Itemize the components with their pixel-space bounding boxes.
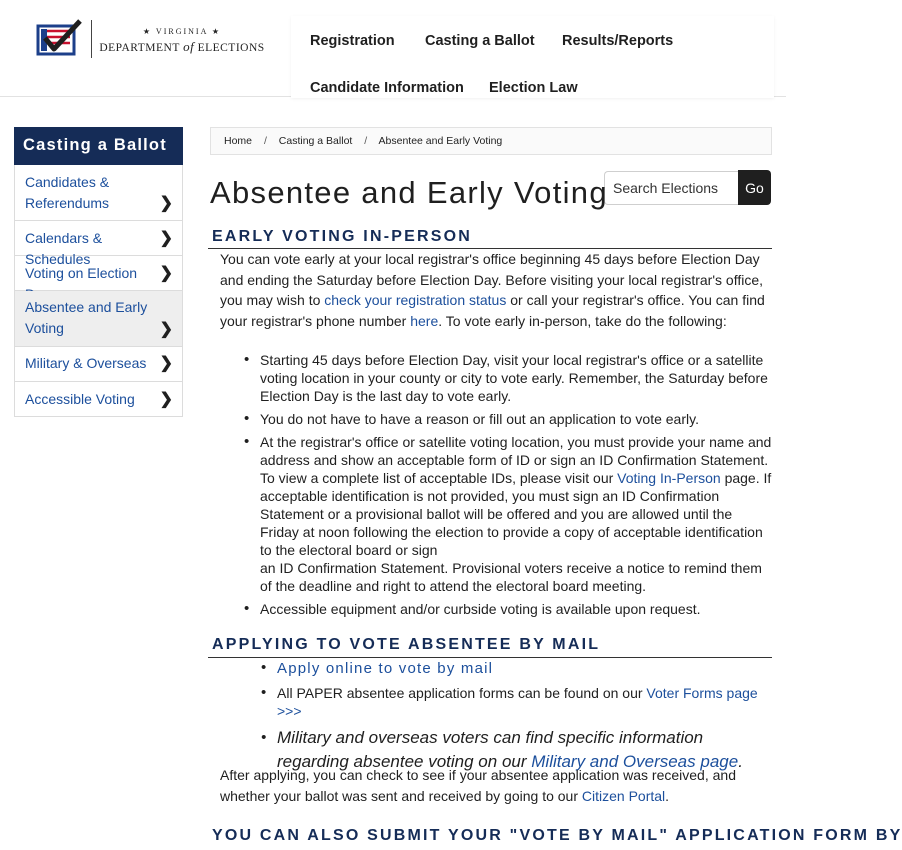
sidebar-item-label: Absentee and Early Voting [25, 299, 148, 336]
chevron-right-icon: ❯ [159, 321, 173, 338]
list-item: • Starting 45 days before Election Day, visit your local registrar's office or a satellite voting location in your county or city to vote early. Remember, the Saturday before Election Day is the last day to vote early. [260, 351, 772, 405]
nav-registration[interactable]: Registration [310, 33, 395, 49]
sidebar-item-voting-on-election-day[interactable] [14, 256, 183, 291]
after-applying-text: After applying, you can check to see if your absentee application was received, and whether your ballot was sent and received by going to our Citizen Portal. [220, 767, 736, 804]
list-item: • All PAPER absentee application forms can be found on our Voter Forms page >>> [277, 684, 767, 720]
nav-casting-a-ballot[interactable]: Casting a Ballot [425, 33, 535, 49]
sidebar-item-label: Military & Overseas [25, 355, 147, 371]
site-header [0, 0, 786, 97]
breadcrumb-separator: / [263, 135, 267, 147]
citizen-portal-link[interactable]: Citizen Portal [581, 787, 666, 804]
list-item: • You do not have to have a reason or fill out an application to vote early. [260, 410, 772, 428]
breadcrumb [210, 127, 772, 155]
sidebar-item-label: Candidates & Referendums [25, 174, 110, 211]
voter-forms-link[interactable]: Voter Forms page >>> [277, 685, 758, 719]
logo-department-name: DEPARTMENT of ELECTIONS [99, 39, 265, 54]
chevron-right-icon: ❯ [159, 230, 173, 247]
section-heading-early-voting: EARLY VOTING IN-PERSON [212, 228, 472, 245]
breadcrumb-casting-a-ballot[interactable]: Casting a Ballot [278, 135, 353, 147]
sidebar-item-label: Accessible Voting [25, 391, 135, 407]
voting-in-person-link[interactable]: Voting In-Person [617, 470, 721, 486]
site-logo[interactable] [36, 18, 266, 60]
chevron-right-icon: ❯ [159, 265, 173, 282]
military-overseas-link[interactable]: Military and Overseas page [531, 752, 739, 771]
sidebar-title: Casting a Ballot [14, 127, 183, 165]
list-item [277, 659, 767, 678]
registrar-phone-link[interactable]: here [410, 312, 439, 329]
nav-results-reports[interactable]: Results/Reports [562, 33, 674, 49]
list-item: • Accessible equipment and/or curbside voting is available upon request. [260, 600, 772, 618]
ballot-check-flag-icon [36, 18, 86, 58]
section-heading-also-submit: YOU CAN ALSO SUBMIT YOUR "VOTE BY MAIL" APPLICATION FORM BY [212, 827, 902, 844]
breadcrumb-home[interactable]: Home [224, 135, 253, 147]
main-nav [291, 16, 774, 98]
apply-online-link[interactable]: Apply online to vote by mail [277, 660, 494, 677]
nav-election-law[interactable]: Election Law [489, 80, 578, 96]
sidebar-item-accessible-voting[interactable] [14, 382, 183, 417]
early-voting-intro: You can vote early at your local registrar's office beginning 45 days before Election Day and ending the Saturday before Election Day. Before visiting your local registrar's office, you may wish to check your registration status or call your registrar's office. You can find your registrar's phone number here. To vote early in-person, take do the following: [220, 251, 765, 329]
breadcrumb-separator: / [364, 135, 368, 147]
list-item: • Military and overseas voters can find specific information regarding absentee voting on our Military and Overseas page. [277, 726, 767, 774]
chevron-right-icon: ❯ [159, 355, 173, 372]
sidebar-item-label: Voting on Election [25, 265, 138, 281]
sidebar-item-label: Calendars & Schedules [25, 230, 103, 267]
check-registration-link[interactable]: check your registration status [324, 292, 507, 308]
logo-state-line: ★ VIRGINIA ★ [142, 27, 222, 36]
sidebar [14, 127, 183, 417]
search-input[interactable] [604, 171, 739, 205]
breadcrumb-current: Absentee and Early Voting [378, 135, 503, 147]
page-title: Absentee and Early Voting [210, 175, 608, 210]
list-item: • At the registrar's office or satellite voting location, you must provide your name and address and show an acceptable form of ID or sign an ID Confirmation Statement. To view a complete list of acceptable IDs, please visit our Voting In-Person page. If acceptable identification is not provided, you must sign an ID Confirmation Statement or a provisional ballot will be offered and you are allowed until the Friday at noon following the election to provide a copy of acceptable identification to the electoral board or sign an ID Confirmation Statement. Provisional voters receive a notice to remind them of the deadline and right to attend the electoral board meeting. [260, 433, 772, 595]
sidebar-item-candidates-referendums[interactable] [14, 165, 183, 221]
chevron-right-icon: ❯ [159, 195, 173, 212]
early-voting-steps [260, 351, 772, 618]
chevron-right-icon: ❯ [159, 391, 173, 408]
logo-divider [91, 20, 92, 58]
absentee-mail-options [277, 659, 767, 774]
sidebar-item-calendars-schedules[interactable] [14, 221, 183, 267]
section-heading-absentee-by-mail: APPLYING TO VOTE ABSENTEE BY MAIL [212, 636, 601, 653]
sidebar-item-military-overseas[interactable] [14, 347, 183, 382]
section-divider [208, 657, 772, 658]
search-go-button[interactable]: Go [738, 170, 771, 205]
sidebar-item-absentee-early-voting[interactable] [14, 291, 183, 347]
nav-candidate-information[interactable]: Candidate Information [310, 80, 464, 96]
